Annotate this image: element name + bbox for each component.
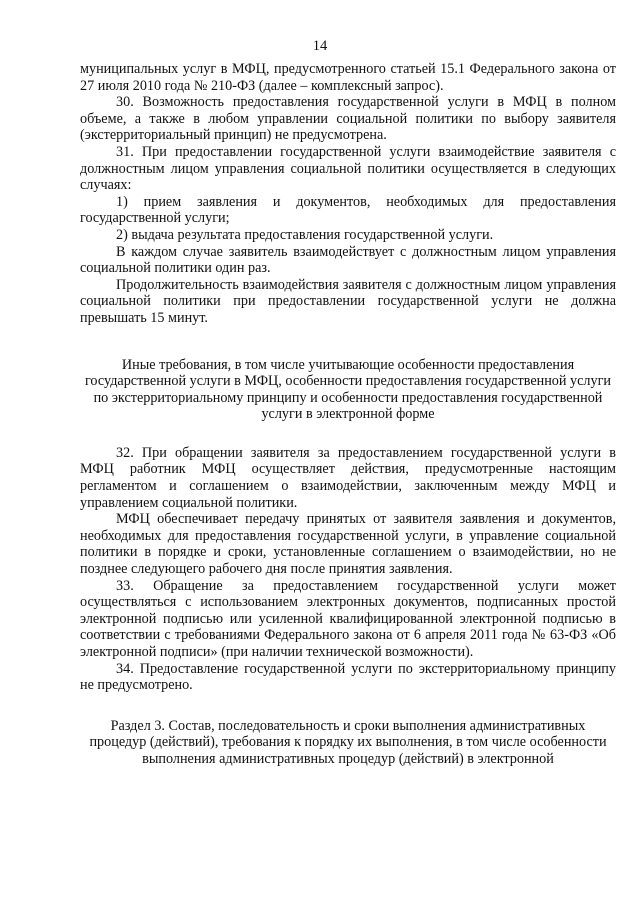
section-heading: Раздел 3. Состав, последовательность и сроки выполнения административных процедур (действий), требования к порядку их выполнения, в том числе особенности выполнения административных процедур (действий) в электронной xyxy=(89,717,607,767)
paragraph: В каждом случае заявитель взаимодействует с должностным лицом управления социальной политики один раз. xyxy=(80,243,616,277)
paragraph: муниципальных услуг в МФЦ, предусмотренного статьей 15.1 Федерального закона от 27 июля 2010 года № 210-ФЗ (далее – комплексный запрос). xyxy=(80,61,616,94)
paragraph: 31. При предоставлении государственной услуги взаимодействие заявителя с должностным лицом управления социальной политики осуществляется в следующих случаях: xyxy=(80,143,616,194)
paragraph: МФЦ обеспечивает передачу принятых от заявителя заявления и документов, необходимых для предоставления государственной услуги, в управление социальной политики в порядке и сроки, установленные соглашением о взаимодействии, но не позднее следующего рабочего дня после принятия заявления. xyxy=(80,511,616,578)
document-body xyxy=(80,61,616,768)
paragraph: 34. Предоставление государственной услуги по экстерриториальному принципу не предусмотрено. xyxy=(80,660,616,694)
paragraph: 30. Возможность предоставления государственной услуги в МФЦ в полном объеме, а также в любом управлении социальной политики по выбору заявителя (экстерриториальный принцип) не предусмотрена. xyxy=(80,94,616,144)
paragraph: Продолжительность взаимодействия заявителя с должностным лицом управления социальной политики при предоставлении государственной услуги не должна превышать 15 минут. xyxy=(80,276,616,326)
page-number: 14 xyxy=(312,38,328,54)
paragraph: 33. Обращение за предоставлением государственной услуги может осуществляться с использованием электронных документов, подписанных простой электронной подписью или усиленной квалифицированной электронной подписью в соответствии с требованиями Федерального закона от 6 апреля 2011 года № 63-ФЗ «Об электронной подписи» (при наличии технической возможности). xyxy=(80,577,616,660)
paragraph: 2) выдача результата предоставления государственной услуги. xyxy=(116,226,494,243)
section-heading: Иные требования, в том числе учитывающие особенности предоставления государственной услуги в МФЦ, особенности предоставления государственной услуги по экстерриториальному принципу и особенности предоставления государственной услуги в электронной форме xyxy=(84,356,612,423)
paragraphs-top xyxy=(80,61,616,327)
paragraph: 32. При обращении заявителя за предоставлением государственной услуги в МФЦ работник МФЦ осуществляет действия, предусмотренные настоящим регламентом и соглашением о взаимодействии, заключенным между МФЦ и управлением социальной политики. xyxy=(80,444,616,511)
paragraph: 1) прием заявления и документов, необходимых для предоставления государственной услуги; xyxy=(80,193,616,227)
paragraphs-mid xyxy=(80,445,616,694)
